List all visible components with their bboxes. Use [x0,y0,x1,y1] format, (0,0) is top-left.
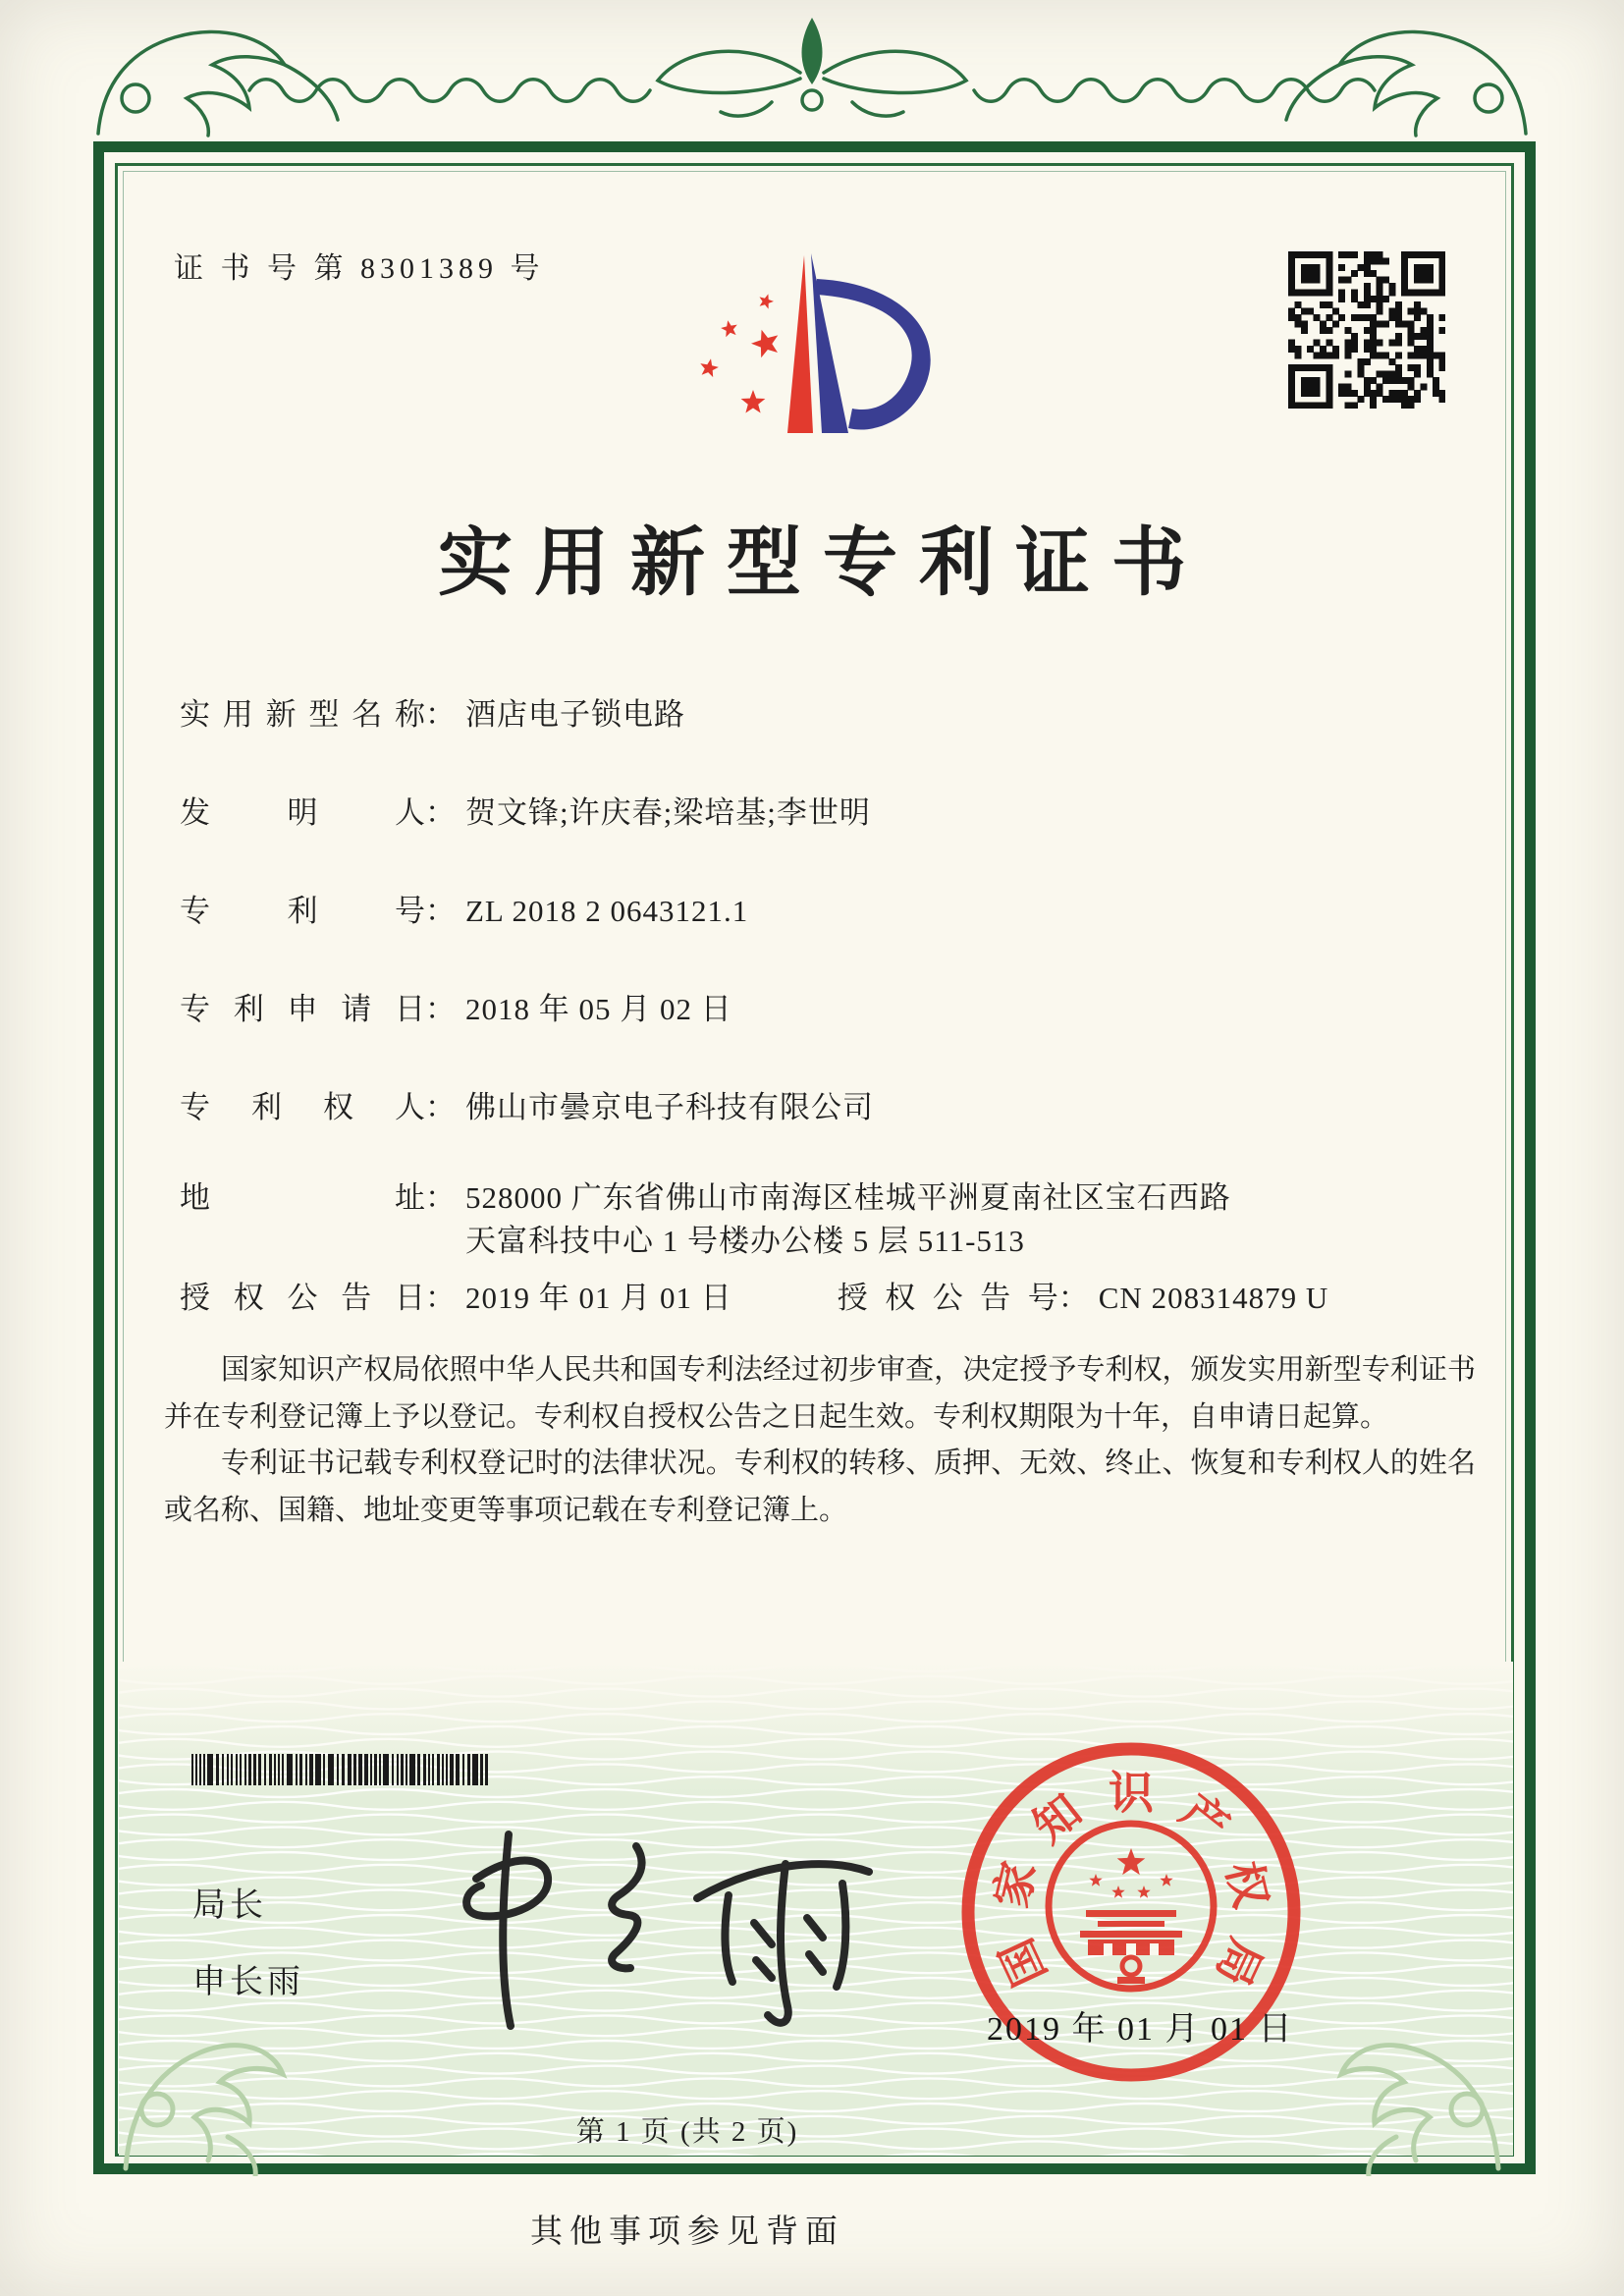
barcode [191,1754,494,1785]
field-row-inventors: 发明人： 贺文锋;许庆春;梁培基;李世明 [180,792,871,835]
top-center-crest [658,18,966,116]
field-value: 佛山市曇京电子科技有限公司 [465,1090,874,1124]
svg-text:识: 识 [1109,1768,1154,1819]
svg-text:知: 知 [1024,1784,1091,1853]
officer-name: 申长雨 [192,1964,304,2000]
field-row-filing-date: 专利申请日： 2018 年 05 月 02 日 [180,988,732,1031]
svg-text:局: 局 [1206,1931,1272,1994]
field-value: 贺文锋;许庆春;梁培基;李世明 [465,795,871,830]
field-label: 地址 [180,1180,425,1215]
field-row-grant [180,1277,1328,1320]
seal-date: 2019 年 01 月 01 日 [987,2011,1294,2048]
logo-red-spike [787,255,813,433]
field-label: 专利号 [180,894,425,928]
certificate-number: 证 书 号 第 8301389 号 [174,252,545,285]
field-label: 专利申请日 [180,992,425,1026]
officer-title: 局长 [192,1887,267,1924]
field-label: 授权公告日 [180,1281,425,1315]
field-row-address: 地址： 528000 广东省佛山市南海区桂城平洲夏南社区宝石西路 天富科技中心 1 号楼办公楼 5 层 511-513 [180,1176,1437,1263]
top-left-scroll-ornament [98,32,338,136]
national-emblem [1049,1824,1214,1989]
logo-stars [700,294,778,412]
signature-icon [383,1805,903,2070]
field-value: ZL 2018 2 0643121.1 [465,894,749,928]
svg-text:权: 权 [1217,1856,1276,1913]
top-ornament-band [84,4,1540,139]
field-value: 528000 广东省佛山市南海区桂城平洲夏南社区宝石西路 天富科技中心 1 号楼办公楼 5 层 511-513 [465,1180,1231,1258]
svg-text:产: 产 [1171,1784,1238,1853]
cnipa-logo-icon [644,194,968,469]
field-value: CN 208314879 U [1098,1281,1329,1315]
legal-paragraph-1: 国家知识产权局依照中华人民共和国专利法经过初步审查，决定授予专利权，颁发实用新型专利证书并在专利登记簿上予以登记。专利权自授权公告之日起生效。专利权期限为十年，自申请日起算。 [164,1354,1476,1433]
qr-code [1288,251,1445,409]
field-grant-number: 授权公告号： CN 208314879 U [838,1281,1328,1315]
page-number: 第 1 页 (共 2 页) [575,2116,799,2148]
field-label: 发明人 [180,795,425,830]
legal-body-text [164,1347,1476,1534]
field-row-patentee: 专利权人： 佛山市曇京电子科技有限公司 [180,1086,874,1129]
field-row-utility-model-name: 实用新型名称： 酒店电子锁电路 [180,693,685,737]
field-value: 2019 年 01 月 01 日 [465,1281,732,1315]
field-label: 授权公告号 [837,1281,1058,1315]
svg-text:家: 家 [986,1856,1046,1913]
field-value: 酒店电子锁电路 [465,697,685,732]
field-label: 实用新型名称 [180,697,425,732]
official-seal-icon [925,1706,1337,2118]
bottom-left-scroll-ornament [110,1990,306,2176]
field-row-patent-number: 专利号： ZL 2018 2 0643121.1 [180,890,748,933]
legal-paragraph-2: 专利证书记载专利权登记时的法律状况。专利权的转移、质押、无效、终止、恢复和专利权人的姓名或名称、国籍、地址变更等事项记载在专利登记簿上。 [164,1448,1476,1526]
field-label: 专利权人 [180,1090,425,1124]
back-side-note: 其他事项参见背面 [530,2214,844,2250]
field-value: 2018 年 05 月 02 日 [465,992,732,1026]
field-grant-date: 授权公告日： 2019 年 01 月 01 日 [180,1277,830,1320]
svg-text:国: 国 [991,1931,1056,1994]
bottom-right-scroll-ornament [1318,1990,1514,2176]
certificate-title: 实用新型专利证书 [438,522,1208,605]
